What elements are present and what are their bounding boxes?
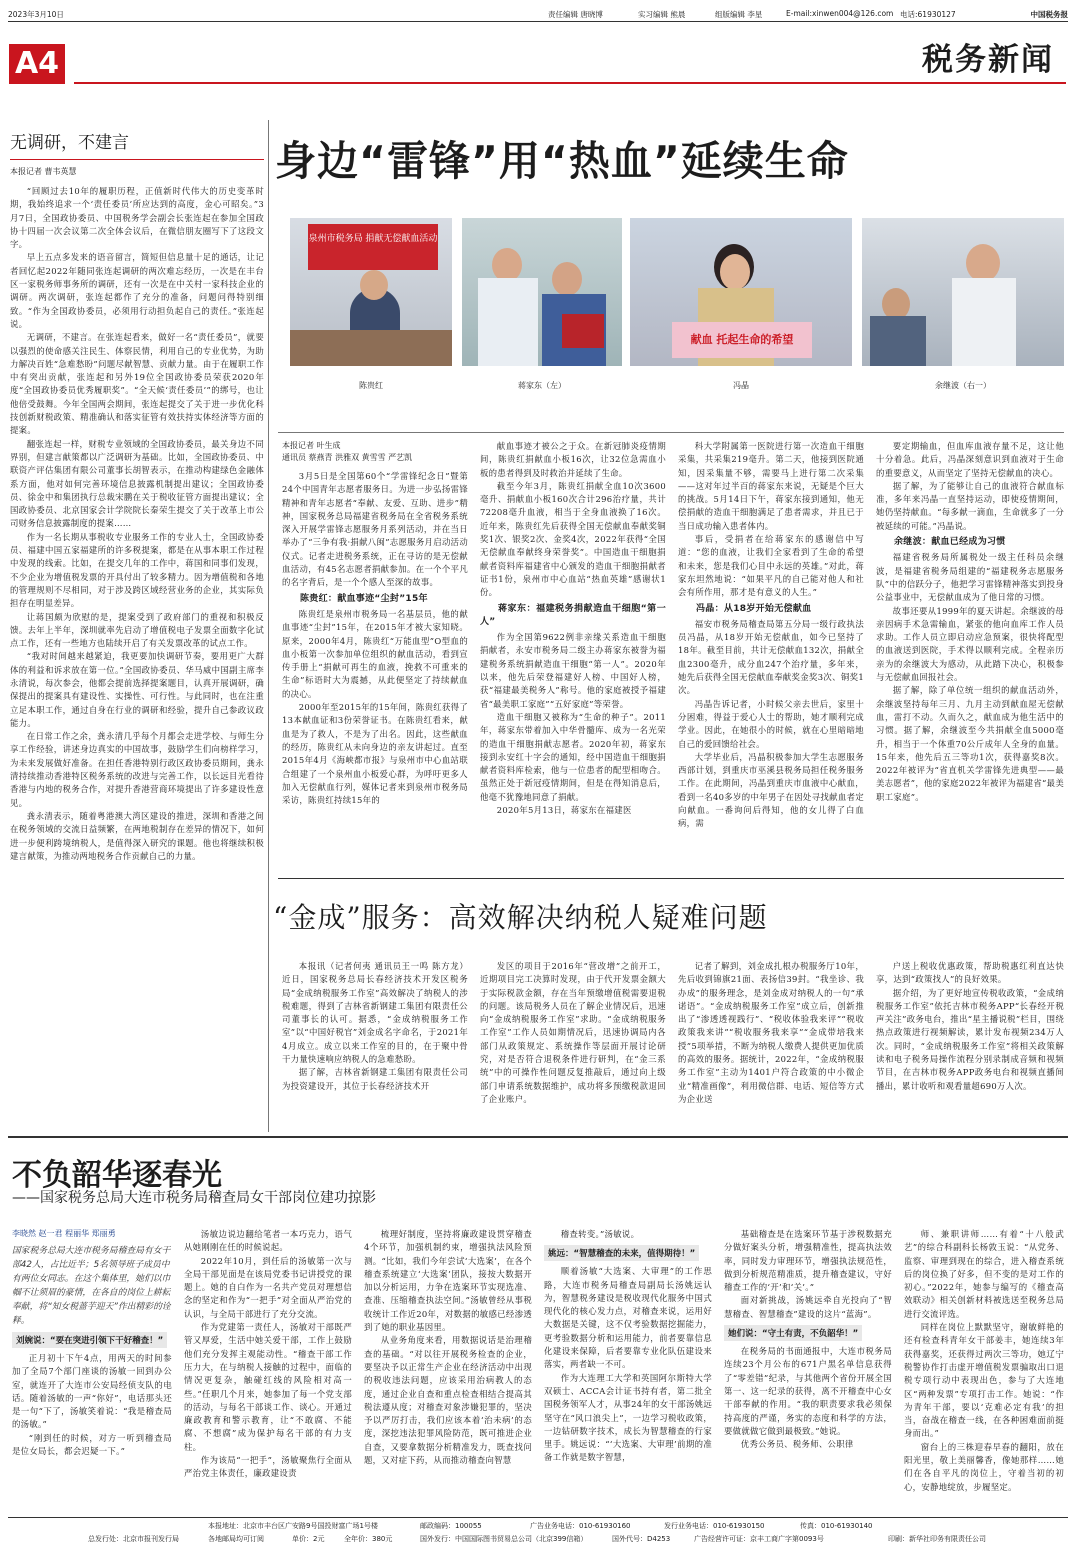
paragraph: 据介绍，为了更好地宣传税收政策，“金成纳税服务工作室”依托吉林市税务APP“长春经开税声关注”政务电台，推出“星主播说税”栏目，围绕热点政策进行视频解读，累计发布视频234万人次。同时，“金成纳税服务工作室”将相关政策解读和电子税务局操作流程分别录制成音频和视频节目，在吉林市税务APP政务电台和视频直播间播出，累计收听和观看量超690万人次。: [876, 987, 1064, 1091]
article3-col4: [544, 1228, 712, 1512]
paragraph: 冯晶告诉记者，小时候父亲去世后，家里十分困难，得益于爱心人士的帮助，她才顺利完成学业。因此，在她很小的时候，就在心里暗暗地自己的爱回馈给社会。: [678, 698, 864, 749]
footer-annual-price: 全年价：380元: [344, 1535, 393, 1543]
side-article-body: [10, 185, 264, 1147]
footer-overseas: 国外发行：中国国际图书贸易总公司（北京399信箱）: [420, 1535, 588, 1543]
article3-col3: [364, 1228, 532, 1512]
person-head: [720, 254, 750, 290]
article2-headline: “金成”服务：高效解决纳税人疑难问题: [273, 901, 768, 934]
article1-col2: [480, 440, 666, 868]
paragraph: 师、兼职讲师……有着“十八般武艺”的综合科副科长杨敦玉说：“从党务、监察、审理到现在的综合，进入稽查系统后的岗位换了好多，但不变的是对工作的初心。”2022年，她参与编写的《稽查高效联动》相关创新材料被选送至税务总局进行交流评选。: [904, 1229, 1064, 1319]
paragraph: 要定期输血，但血库血液存量不足，这让他十分着急。此后，冯晶深刻意识到血液对于生命的重要意义，从而坚定了坚持无偿献血的决心。: [876, 441, 1064, 478]
paragraph: 窗台上的三株迎春早春的翻阳，放在阳光里，敬上美丽馨香，像她那样……她们在各自平凡的岗位上，守着当初的初心，安静地绽放，步履坚定。: [904, 1441, 1064, 1492]
article3-subtitle: ——国家税务总局大连市税务局稽查局女干部岗位建功掠影: [12, 1190, 376, 1206]
newspaper-name: 中国税务报: [1030, 10, 1068, 19]
photo-caption-3: 冯晶: [733, 381, 749, 390]
footer-circulation-phone: 发行业务电话：010-61930150: [664, 1522, 765, 1530]
subheading: 余继波：献血已经成为习惯: [894, 537, 1006, 548]
article1-col4: [876, 440, 1064, 868]
paragraph: 献血事迹才被公之于众。在新冠肺炎疫情期间，陈贵红捐献血小板16次，让32位急需血小板的患者得到及时救治并延续了生命。: [480, 441, 666, 478]
paragraph: 正月初十下午4点，用两天的时间参加了全局7个部门座谈的汤敏一回到办公室，就连开了大连市公安局经侦支队的电话。随着汤敏的一声“你好”，电话那头还是一句“下了，汤敏笑着说：“我是稽查局的汤敏。”: [12, 1353, 172, 1430]
paragraph: “我对时间越来越紧迫，我更要加快调研节奏，要用更广大群体的利益和诉求放在第一位。”全国政协委员、华马威中国副主席李永清说，每次参会，他都会提前选择提案题目，认真开展调研，确保提出的提案具有建设性、实操性、可行性。与此同时，也在注重立足本职工作，通过自身在行业的调研和经验，提升自己参政议政能力。: [10, 651, 264, 728]
paragraph: 无调研，不建言。在张连起看来，做好一名“责任委员”，就要以强烈的使命感关注民生、体察民情，利用自己的专业优势，为助力解决百姓“急难愁盼”问题尽献智慧、贡献力量。由于在履职工作中有突出贡献，张连起和另外19位全国政协委员荣获2020年度“全国政协委员优秀履职奖”。“全天候‘责任委员’”的绑号，也让他倍受鼓舞。今年全国两会期间，张连起提交了关于进一步优化科技创新财税政策、精准确认和落实征管有效扶持实体经济等方面的提案。: [10, 332, 264, 436]
person-figure: [952, 278, 1016, 366]
layout-editor: 组版编辑 李星: [715, 10, 763, 19]
paragraph: 故事还要从1999年的夏天讲起。余继波的母亲因病手术急需输血，紧张的他向血库工作人员求助。工作人员立即启动应急预案，很快将配型的血液送到医院，手术得以顺利完成。全程亲历亲为的余继波大为感动，从此踏下决心，积极参与无偿献血回报社会。: [876, 605, 1064, 683]
article2-col2: [480, 960, 666, 1128]
paragraph: 福安市税务局稽查局第五分局一级行政执法员冯晶，从18岁开始无偿献血，如今已坚持了18年。截至目前，共计无偿献血132次，捐献全血2300毫升，成分血247个治疗量，多年来，她先后获得全国无偿献血奉献奖金奖3次、铜奖1次。: [678, 618, 864, 696]
article1-col3: [678, 440, 864, 868]
photo-blood-donor-4: [862, 218, 1064, 366]
paragraph: 汤敏边说边翻给笔者一本巧克力，语气从她刚刚在任的时候说起。: [184, 1229, 352, 1253]
person-head: [966, 244, 1000, 282]
paragraph: 在税务局的书面通报中，大连市税务局连续23个月公布的671户黑名单信息获得了“零差错”纪录，与其他两个省份开展全国第一、这一纪录的获得，离不开稽查中心女干部奉献的作用。“我的职责要求我必须保持高度的严谨，务实的态度和科学的方法，要做就做它做到最极致。”她说。: [724, 1346, 892, 1436]
section-rule: [8, 1136, 1068, 1138]
article3-col5: [724, 1228, 892, 1512]
paragraph: “回顾过去10年的履职历程，正值新时代伟大的历史变革时期，我始终追求一个‘责任委员’所应达到的高度，金心可昭矣。”3月7日，全国政协委员、中国税务学会副会长张连起在参加全国政协十四届一次会议第二次全体会议后，在微信朋友圈写下了这段文字。: [10, 186, 264, 250]
paragraph: 事后，受捐者在给蒋家东的感谢信中写道：“您的血液，让我们全家看到了生命的希望和未来，您是我们心目中永远的英雄。”对此，蒋家东坦然地说：“如果平凡的自己能对他人和社会有所作用，那才是有意义的人生。”: [678, 534, 864, 598]
footer-ad-license: 广告经营许可证：京丰工商广字第0093号: [694, 1535, 824, 1543]
subheading: 冯晶：从18岁开始无偿献血: [696, 603, 812, 614]
paragraph: 稽查转变。”汤敏说。: [560, 1229, 640, 1239]
page-number-badge: A4: [9, 44, 65, 84]
article3-col6: [904, 1228, 1064, 1512]
quote-heading: 姚远：“智慧稽查的未来，值得期待！”: [544, 1245, 699, 1261]
person-head: [360, 270, 388, 300]
paragraph: 截至今年3月，陈贵红捐献全血10次3600毫升、捐献血小板160次合计296治疗量，共计72208毫升血液，相当于全身血液换了16次。近年来，陈贵红先后获得全国无偿献血奉献奖铜奖1次、银奖2次、金奖4次，2022年获得“全国无偿献血奉献终身荣誉奖”。中国造血干细胞捐献者资料库福建省中心颁发的造血干细胞捐献者证书1份，泉州市中心血站“热血英雄”感谢状1份。: [480, 480, 666, 598]
article1-col1: [282, 470, 468, 868]
photo-blood-donor-2: [462, 218, 622, 366]
footer-subscription: 各地邮局均可订阅: [208, 1535, 264, 1543]
paragraph: 梳理好制度，坚持将廉政建设贯穿稽查4个环节，加强机制约束，增强执法风险预测。“比如，我们今年尝试‘大选案’，在各个稽查系统建立‘大选案’团队，接按大数据开加以分析运用，力争在选案环节实现选准、查准、压缩稽查执法空间。”汤敏曾经从事税收统计工作近20年，对数据的敏感已经渗透到了她的职业基因里。: [364, 1229, 532, 1333]
paragraph: 2022年10月，到任后的汤敏第一次与全局干部见面是在该局党委书记讲授党的课题上。她的自白作为一名共产党员对理想信念的坚定和作为“一把手”对全面从严治党的认识，与全局干部进行了充分交流。: [184, 1255, 352, 1319]
article2-col1: [282, 960, 468, 1128]
photo-rule: [278, 432, 1064, 433]
column-divider: [268, 120, 269, 1132]
masthead-bar: [8, 6, 1068, 22]
section-rule: [278, 878, 1064, 879]
person-head: [492, 248, 522, 282]
photo-caption-4: 余继波（右一）: [935, 381, 991, 390]
intern-editor: 实习编辑 熊晨: [638, 10, 686, 19]
contact-phone: 电话:61930127: [900, 10, 956, 19]
paragraph: 作为大连理工大学和英国阿尔斯特大学双硕士、ACCA会计证书持有者，第二批全国税务领军人才，从事24年的女干部汤姚远坚守在“风口浪尖上”，一边学习税收政策，一边钻研数字技术，成长为智慧稽查的行家里手。姚远说：“‘大选案、大审理’前期的准备工作就是数字智慧，: [544, 1372, 712, 1463]
paragraph: 同样在岗位上默默坚守，谢敏鲜艳的还有检查科青年女干部姜丰，她连续3年获得嘉奖，还获得过两次三等功，她辽宁税警协作打击虚开增值税发票骗取出口退税专项行动中表现出色，参与了大连地区“两种发票”专项打击工作。她说：“作为青年干部，要以‘克难必定有我’的担当，奋战在稽查一线，在各种困难面前挺身而出。”: [904, 1322, 1064, 1439]
subheading: 陈贵红：献血事迹“尘封”15年: [300, 593, 428, 604]
photo-caption-2: 蒋家东（左）: [518, 381, 566, 390]
footer-unit-price: 单价：2元: [292, 1535, 325, 1543]
footer-ad-phone: 广告业务电话：010-61930160: [530, 1522, 631, 1530]
footer-postcode: 邮政编码：100055: [420, 1522, 482, 1530]
article3-byline: 李晓然 赵一君 程丽华 郑丽勇: [12, 1229, 116, 1238]
article2-col3: [678, 960, 864, 1128]
person-figure: [870, 316, 926, 366]
paragraph: 本报讯（记者何夷 通讯员王一鸣 陈方龙）近日，国家税务总局长春经济技术开发区税务局“金成纳税服务工作室”高效解决了纳税人的涉税难题，得到了吉林省新钢建工集团有限责任公司董事长的认可。据悉，“金成纳税服务工作室”以“中国好税官”刘金成名字命名，于2021年4月成立。成立以来工作室的目的，在于聚中骨干力量快速响应纳税人的急难愁盼。: [282, 961, 468, 1065]
footer-printer: 印刷：新华社印务有限责任公司: [888, 1535, 986, 1543]
article3-col2: [184, 1228, 352, 1512]
article3-intro: 国家税务总局大连市税务局稽查局有女干部42人，占比近半；5名领导班子成员中有两位女同志。在这个集体里，她们以巾帼不让须眉的豪情，在各自的岗位上耕耘奉献，将“知女税蔷芋迎天”作出精彩的诠释。: [12, 1246, 171, 1326]
section-title: 税务新闻: [922, 42, 1054, 78]
article1-byline-2: 通讯员 蔡燕青 洪雅双 黄雪雪 严艺凯: [282, 453, 413, 462]
article3-col1: [12, 1244, 172, 1514]
photo-caption-1: 陈贵红: [359, 381, 383, 390]
paragraph: 据了解，除了单位统一组织的献血活动外，余继波坚持每年三月、九月主动到献血屋无偿献血，雷打不动。久而久之，献血成为他生活中的习惯。据了解，余继波至今共捐献全血5000毫升，相当于一个体重70公斤成年人全身的血量。15年来，他先后五三等功1次，获得嘉奖8次。2022年被评为“省直机关学雷锋先进典型——最美志愿者”，他的家庭2022年被评为福建省“最美职工家庭”。: [876, 685, 1064, 802]
paragraph: 基础稽查是在选案环节基于涉税数据充分做好案头分析，增强精准性，提高执法效率，同时发力审理环节，增强执法规范性，做到分析规范精准质，提升稽查建议，守好稽查工作的‘开’和‘关’。”: [724, 1229, 892, 1293]
paragraph: 福建省税务局所属税处一级主任科员余继波，是福建省税务局组建的“福建税务志愿服务队”中的信跃分子，他把学习雷锋精神落实到投身公益事业中，无偿献血成为了他日常的习惯。: [876, 552, 1064, 603]
issue-date: 2023年3月10日: [8, 10, 64, 19]
paragraph: 据了解，为了能够让自己的血液符合献血标准，多年来冯晶一直坚持运动，即使疫情期间，她仍坚持献血。“每多献一滴血，生命就多了一分被延续的可能。”冯晶说。: [876, 480, 1064, 531]
footer-distributor: 总发行处：北京市报刊发行局: [88, 1535, 179, 1543]
paragraph: 陈贵红是泉州市税务局一名基层员，他的献血事迹“尘封”15年，在2015年才被大家知晓。原来，2000年4月，陈贵红“万能血型”O型血的血小板第一次参加单位组织的献血活动，看到宣传手册上“捐献可再生的血液，挽救不可重来的生命”标语时大为震撼，从此便坚定了持续献血的决心。: [282, 608, 468, 699]
donation-sign: 献血 托起生命的希望: [672, 322, 812, 358]
paragraph: 作为一名长期从事税收专业服务工作的专业人士，全国政协委员、福建中国五家福建所的许多税提案，都是在从事本职工作过程中发现的线索。比如，在提交几年的工作中，蒋国和同事们发现，不少企业为增值税发票的开具付出了较多精力。因为增值税和各地的管理规则不尽相同，对于涉及跨区域经营业务的企业，其实际负担存在明显差异。: [10, 531, 264, 609]
header-rule: [74, 82, 1066, 84]
footer-address: 本报地址：北京市丰台区广安路9号国投财富广场1号楼: [208, 1522, 378, 1530]
paragraph: 科大学附属第一医院进行第一次造血干细胞采集，共采集219毫升。第二天，他接到医院通知，因采集量不够，需要马上进行第二次采集——这对年过半百的蒋家东来说，无疑是个巨大的挑战。5月14日下午，蒋家东接到通知，他无偿捐献的造血干细胞满足了患者需求，并且已于当日成功输入患者体内。: [678, 441, 864, 531]
paragraph: 早上五点多发来的语音留言，简短但信息量十足的通话，让记者回忆起2022年随同张连起调研的两次难忘经历，一次是在丰台区一家税务师事务所的调研，还有一次是在中关村一家科技企业的调研。两次调研，张连起都作了充分的准备，问题问得特别细致。“作为全国政协委员，必须用行动担负起自己的责任。”张连起说。: [10, 252, 264, 329]
paragraph: 从业务角度来看，用数据说话是治理稽查的基础。“对以往开展税务检查的企业，要坚决予以正常生产企业在经济活动中出现的税收违法问题，应该采用治病教人的态度，通过企业自查和重点检查相结合提高其税法遵从度；对稽查对象涉嫌犯罪的，坚决予以严厉打击，我们应该本着‘治未病’的态度，深挖违法犯罪风险防范，既可推进企业自查，又要拿数据分析精准发力，既查找问题，又对症下药，从而推动稽查向智慧: [364, 1335, 532, 1466]
person-figure: [478, 278, 538, 366]
paragraph: 发区的项目于2016年“营改增”之前开工，近期项目完工决算时发现，由于代开发票金额大于实际税款金额，存在当年预缴增值税需要退税的问题。该局税务人员在了解企业情况后，迅速向“金成纳税服务工作室”求助。“金成纳税服务工作室”工作人员如期情况后，迅速协调局内各部门从政策规定、系统操作等层面开展讨论研究，对是否符合退税条件进行研判，在“金三系统”中的可操作性问题反复推敲后，通过向上级部门申请系统数据维护，成功将多预缴税款退回了企业账户。: [480, 961, 666, 1104]
side-article-title: 无调研，不建言: [10, 133, 129, 153]
contact-email: E-mail:xinwen004@126.com: [786, 9, 894, 18]
article1-byline: 本报记者 叶生成: [282, 441, 341, 450]
paragraph: 2020年5月13日，蒋家东在福建医: [496, 805, 632, 816]
responsible-editor: 责任编辑 唐晓博: [548, 10, 603, 19]
paragraph: 在日常工作之余，龚永清几乎每个月都会走进学校、与师生分享工作经验，讲述身边真实的中国故事，鼓励学生们向榜样学习，为未来发展做好准备。在担任香港特别行政区政协委员期间，龚永清持续推动香港特区税务系统的改进与完善工作，以长远目光看待香港与内地的税务合作，对提升香港营商环境提出了许多建设性意见。: [10, 731, 264, 808]
paragraph: 顺着汤敏“大选案、大审理”的工作思路，大连市税务局稽查局副局长汤姚远认为，智慧税务建设是税收现代化服务中国式现代化的核心发力点，对稽查来说，运用好大数据是关键，这不仅考验数据挖掘能力，更考验数据分析和运用能力，前者要靠信息化建设来保障，后者要靠专业化队伍建设来落实，两者缺一不可。: [544, 1266, 712, 1370]
article3-headline: 不负韶华逐春光: [12, 1158, 222, 1193]
paragraph: 优秀公务员、税务师、公职律: [740, 1439, 854, 1450]
photo-blood-donor-3: [630, 218, 852, 366]
article2-col4: [876, 960, 1064, 1128]
certificate: [562, 314, 604, 348]
quote-heading: 她们说：“守土有责，不负韶华！”: [724, 1325, 862, 1341]
paragraph: 作为该局“一把手”，汤敏聚焦行全面从严治党主体责任，廉政建设责: [184, 1455, 352, 1479]
subheading: 蒋家东：福建税务捐献造血干细胞“第一人”: [480, 603, 666, 627]
footer-fax: 传真：010-61930140: [800, 1522, 873, 1530]
paragraph: 大学毕业后，冯晶积极参加大学生志愿服务西部计划，到重庆市巫溪县税务局担任税务服务工作。在此期间，冯晶到重庆市血液中心献血，看到一名40多岁的中年男子在因处寻找献血者定向献血。一番询问后得知，他的女儿得了白血病，需: [678, 751, 864, 829]
paragraph: 2000年至2015年的15年间，陈贵红获得了13本献血证和3份荣誉证书。在陈贵红看来，献血是为了救人，不是为了出名。因此，这些献血的经历，陈贵红从未向身边的亲友讲起过。直至2015年4月《海峡都市报》与泉州市中心血站联合组建了一个泉州血小板爱心群，为呼吁更多人加入无偿献血行列，媒体记者来到泉州市税务局采访，陈贵红持续15年的: [282, 702, 468, 806]
article1-headline: 身边“雷锋”用“热血”延续生命: [275, 137, 849, 185]
person-head: [552, 262, 582, 296]
side-article-byline: 本报记者 曹韦英慧: [10, 167, 77, 176]
footer-overseas-code: 国外代号：D4253: [612, 1535, 671, 1543]
photo-blood-donor-1: [290, 218, 452, 366]
paragraph: “刚到任的时候，对方一听到稽查局是位女局长，都会迟疑一下。”: [12, 1432, 172, 1457]
paragraph: 户送上税收优惠政策，帮助税惠红利直达快享，达到“政策找人”的良好效果。: [876, 961, 1064, 985]
paragraph: 记者了解到，刘金成扎根办税服务厅10年，先后收到锦旗21面、表扬信39封。“我坐诊、我办成”的服务理念，是刘金成对纳税人的一句“承诺语”。“金成纳税服务工作室”成立后，创新推出了“渗透透视践行”、“税收体验我来评”“税收政策我来讲”“税收服务我来享”“金成带培我来授”5项举措，不断为纳税人缴费人提供更加优质的高效的服务。据统计，2022年，“金成纳税服务工作室”主动为1401户符合政策的中小微企业“精准画像”，利用微信群、电话、短信等方式为企业送: [678, 961, 864, 1104]
paragraph: 据了解，吉林省新钢建工集团有限责任公司为投资建设开，其位于长春经济技术开: [282, 1067, 468, 1091]
paragraph: 造血干细胞又被称为“生命的种子”。2011年，蒋家东带着加入中华骨髓库、成为一名光荣的造血干细胞捐献志愿者。2020年初，蒋家东接到永安红十字会的通知，经中国造血干细胞捐献者资料库检索，他与一位患者的配型相吻合。虽然正处于新冠疫情期间，但是在得知消息后，他毫不犹豫地同意了捐献。: [480, 711, 666, 802]
paragraph: 作为党建第一责任人，汤敏对干部既严管又厚爱，生活中她关爱干部，工作上鼓励他们充分发挥主观能动性。“稽查干部工作压力大，在与纳税人接触的过程中，面临的情况更复杂，触碰红线的风险相对高一些。”任职几个月来，她参加了每一个党支部的活动，与每名干部谈工作、谈心。开通过廉政教育和警示教育，让“不敢腐、不能腐、不想腐”成为保护每名干部的有力支柱。: [184, 1322, 352, 1452]
side-title-rule: [10, 159, 264, 160]
paragraph: 面对新挑战，汤姚远牵自光投向了“智慧稽查、智慧稽查”建设的这片“蓝海”。: [724, 1295, 892, 1319]
paragraph: 龚永清表示，随着粤港澳大湾区建设的推进，深圳和香港之间在税务领域的交流日益频繁，在两地税制存在差异的情况下，如何进一步便利跨境纳税人，是值得深入研究的课题。他也将继续积极建言献策，为推动两地税务合作贡献自己的力量。: [10, 810, 264, 861]
chair: [290, 330, 452, 366]
donation-banner: 泉州市税务局 捐献无偿献血活动: [308, 224, 438, 270]
paragraph: 作为全国第9622例非亲缘关系造血干细胞捐献者，永安市税务局二级主办蒋家东被誉为福建税务系统捐献造血干细胞“第一人”。2020年以来，他先后荣登福建好人榜、中国好人榜，获“福建最美税务人”称号。他的家庭被授予福建省“最美职工家庭”“五好家庭”等荣誉。: [480, 632, 666, 709]
paragraph: 翻张连起一样，财税专业领域的全国政协委员，最关身边不同界别，但建言献策都以广泛调研为基础。比如，全国政协委员、中联资产评估集团有限公司董事长胡智表示，在推动构建绿色金融体系方面，他对如何完善环境信息披露机制提出建议；全国政协委员、徐金中和集团执行总裁宋鹏在关于税收征管方面提出建议；全国政协委员、北京国家会计学院院长秦荣生提交了关于改革上市公司财务信息披露制度的提案……: [10, 438, 264, 529]
imprint-footer: [8, 1517, 1068, 1547]
paragraph: 3月5日是全国第60个“学雷锋纪念日”暨第24个中国青年志愿者服务日。为进一步弘扬雷锋精神和青年志愿者“奉献、友爱、互助、进步”精神，国家税务总局福建省税务局在全省税务系统深入开展学雷锋志愿服务月系列活动，并在当日举办了“三争有我·捐献八闽”志愿服务月启动活动仪式。记者走进税务系统，正在寻访的是无偿献血活动，有45名志愿者捐献参加。在一个个平凡的名字背后，是一个个感人至深的故事。: [282, 471, 468, 588]
paragraph: 让蒋国颇为欣慰的是，提案受到了政府部门的重视和积极反馈。去年上半年，深圳就率先启动了增值税电子发票全面数字化试点工作，还有一些地方也陆续开启了有关发票改革的试点工作。: [10, 611, 264, 649]
side-article: [10, 128, 264, 1147]
quote-heading: 刘婉说：“要在突进引领下干好稽查！”: [12, 1332, 167, 1348]
